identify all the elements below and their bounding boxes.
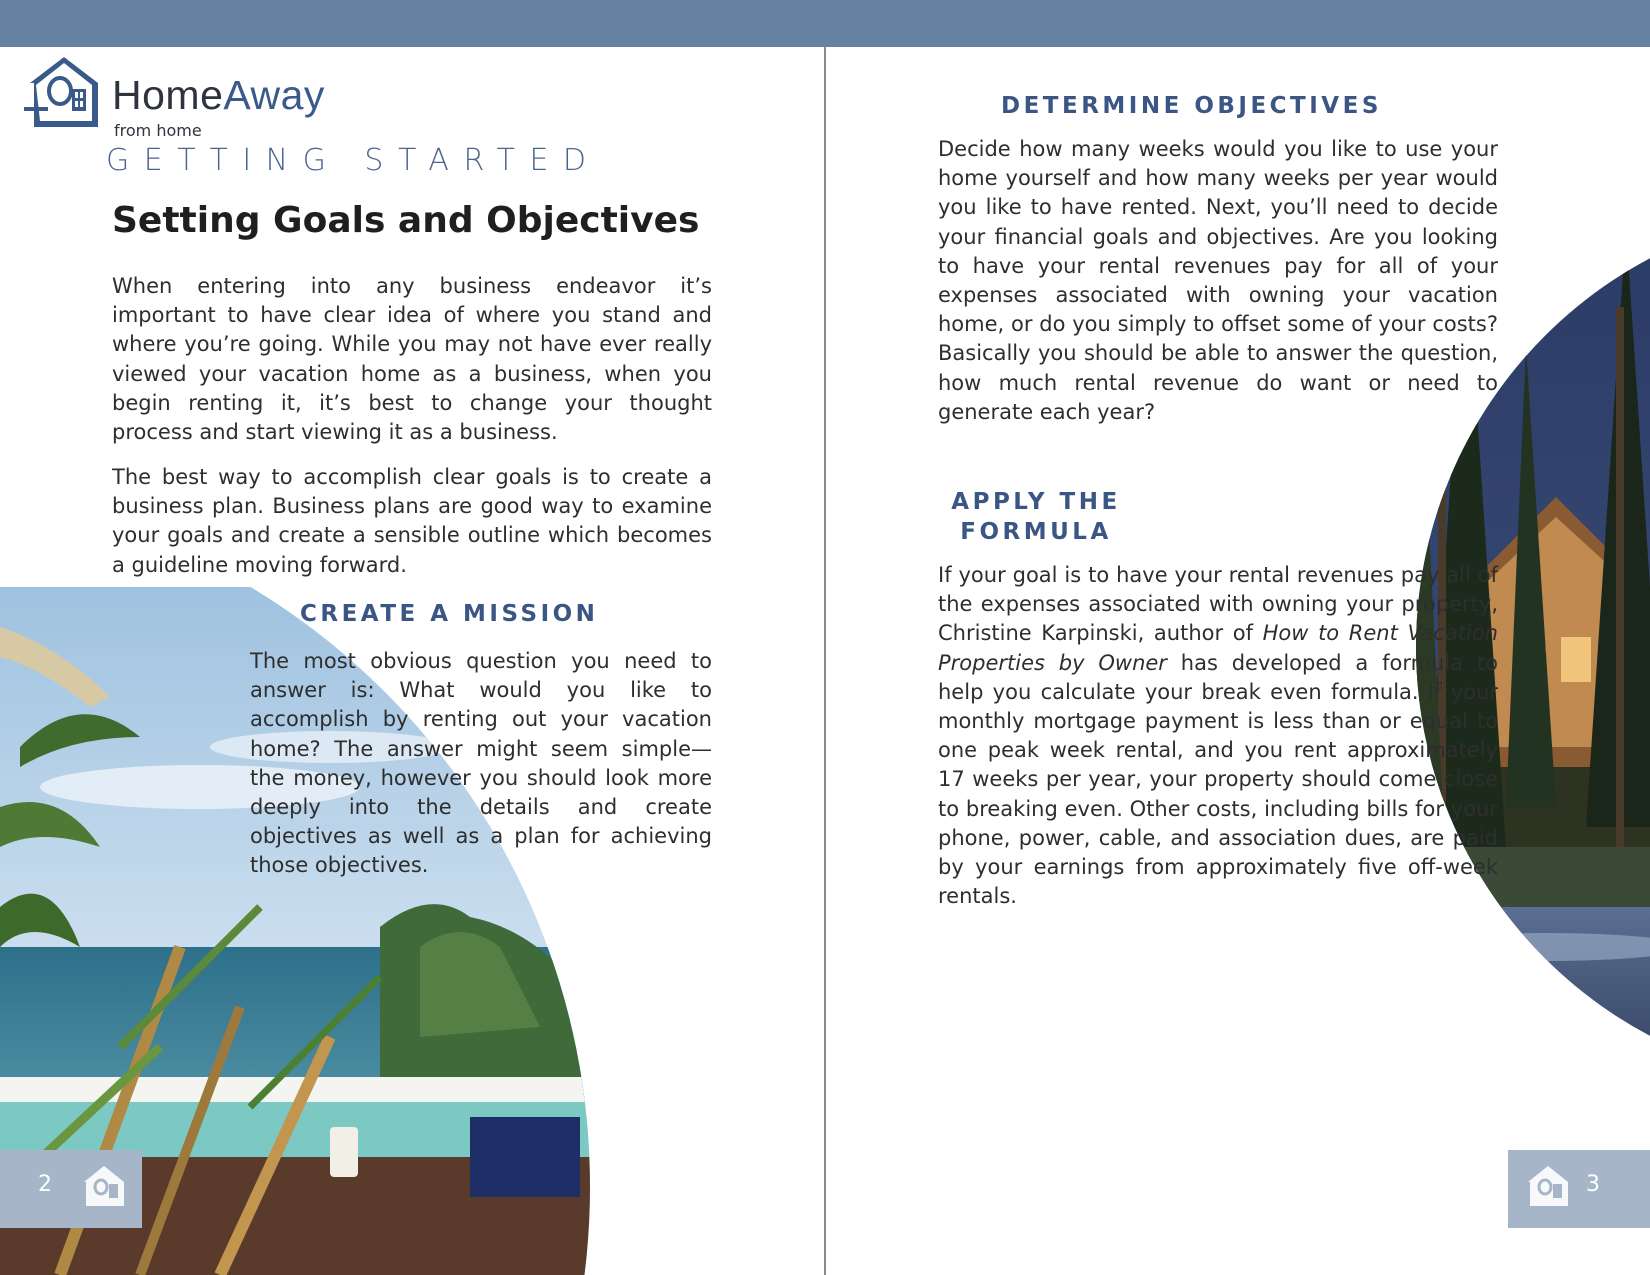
house-icon	[80, 1162, 128, 1210]
logo-tagline: from home	[114, 121, 202, 140]
mission-block	[230, 647, 712, 967]
formula-text-1: If your goal is to have your rental revenues pay all of the expenses associated with owning your property, Christine Karpinski, author of	[938, 563, 1498, 646]
page-number: 3	[1586, 1172, 1600, 1197]
page-number-badge-right	[1508, 1150, 1650, 1228]
objectives-text: Decide how many weeks would you like to use your home yourself and how many weeks per year would you like to have rented. Next, you’ll need to decide your financial goals and objectives. Are you looking to have your rental revenues pay for all of your expenses associated with owning your vacation home, or do you simply to offset some of your costs? Basically you should be able to answer the question, how much rental revenue do want or need to generate each year?	[938, 137, 1498, 424]
house-logo-icon	[24, 53, 104, 133]
left-page	[0, 47, 824, 1275]
homeaway-logo[interactable]	[24, 53, 344, 143]
top-band	[0, 0, 1650, 47]
house-icon	[1524, 1162, 1572, 1210]
formula-block	[938, 561, 1498, 1061]
objectives-block	[938, 135, 1498, 525]
mission-heading: CREATE A MISSION	[300, 601, 599, 627]
formula-book-title: How to Rent Vacation Properties by Owner	[938, 621, 1498, 675]
page-number-badge-left	[0, 1150, 142, 1228]
formula-text-2: has developed a formula to help you calculate your break even formula. If your monthly mortgage payment is less than or equal to one peak week rental, and you rent approximately 17 weeks per year, your property should come close to breaking even. Other costs, including bills for your phone, power, cable, and association dues, are paid by your earnings from approximately five off-week rentals.	[938, 650, 1498, 909]
page-number: 2	[38, 1172, 52, 1197]
logo-home-text: Home	[112, 72, 224, 118]
intro-paragraph: When entering into any business endeavor it’s important to have clear idea of where you stand and where you’re going. While you may not have ever really viewed your vacation home as a business, when you begin renting it, it’s best to change your thought process and start viewing it as a business.	[112, 274, 712, 445]
objectives-heading: DETERMINE OBJECTIVES	[1001, 93, 1382, 119]
formula-heading	[936, 489, 1136, 545]
section-kicker: GETTING STARTED	[106, 143, 601, 178]
page-title: Setting Goals and Objectives	[112, 200, 700, 241]
formula-heading-line1: APPLY THE	[951, 489, 1121, 515]
logo-wordmark	[112, 72, 325, 118]
mission-text: The most obvious question you need to answer is: What would you like to accomplish by renting out your vacation home? The answer might seem simple—the money, however you should look more deeply into the details and create objectives as well as a plan for achieving those objectives.	[250, 649, 712, 878]
right-page	[826, 47, 1650, 1275]
logo-away-text: Away	[223, 72, 325, 118]
business-plan-paragraph: The best way to accomplish clear goals is to create a business plan. Business plans are good way to examine your goals and create a sensible outline which becomes a guideline moving forward.	[112, 465, 712, 577]
formula-heading-line2: FORMULA	[960, 519, 1112, 545]
